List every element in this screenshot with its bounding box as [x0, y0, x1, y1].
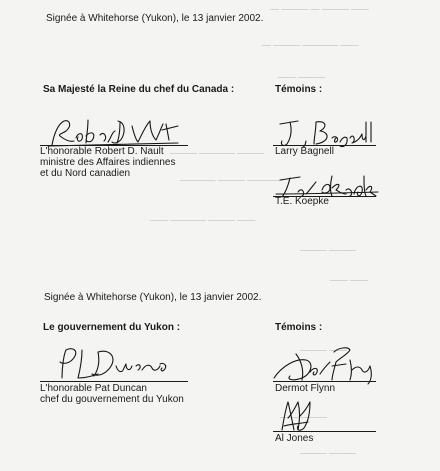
signatory-name: L'honorable Robert D. Nault [40, 146, 164, 157]
bleed-through-text: ——— ———— ——— [170, 148, 264, 159]
signing-place-date: Signée à Whitehorse (Yukon), le 13 janvier 2002. [44, 292, 262, 303]
signatory-name: L'honorable Pat Duncan [40, 383, 147, 394]
signature-line-witness2 [273, 431, 376, 432]
bleed-through-text: —— ———— ——— —— [150, 215, 256, 226]
signature-line-witness1 [273, 381, 376, 382]
witnesses-heading: Témoins : [275, 84, 323, 95]
bleed-through-text: — ——— — ——— —— [270, 4, 369, 15]
witness1-name: Larry Bagnell [275, 146, 334, 157]
bleed-through-text: — ——— ———— —— [262, 40, 359, 51]
signature-pat-duncan [42, 342, 182, 382]
witness2-name: T.E. Koepke [275, 196, 329, 207]
party-heading-canada: Sa Majesté la Reine du chef du Canada : [43, 84, 235, 95]
party-heading-yukon: Le gouvernement du Yukon : [43, 322, 181, 333]
bleed-through-text: —— ——— [278, 72, 325, 83]
bleed-through-text: ——— ——— [300, 245, 356, 256]
bleed-through-text: ——— ——— [300, 448, 356, 459]
witness2-name: Al Jones [275, 433, 314, 444]
signatory-title-line2: et du Nord canadien [40, 168, 131, 179]
signing-place-date: Signée à Whitehorse (Yukon), le 13 janvier 2002. [46, 13, 264, 24]
bleed-through-text: —— ——— [280, 412, 327, 423]
witnesses-heading: Témoins : [275, 322, 323, 333]
signatory-title: chef du gouvernement du Yukon [40, 394, 184, 405]
signatory-title-line1: ministre des Affaires indiennes [40, 157, 176, 168]
signature-line-signatory [40, 381, 188, 382]
bleed-through-text: —— —— [330, 275, 369, 286]
signature-dermot-flynn [266, 340, 386, 384]
witness1-name: Dermot Flynn [275, 383, 336, 394]
bleed-through-text: ——— —— [300, 345, 347, 356]
signature-larry-bagnell [270, 114, 380, 148]
bleed-through-text: ———— ——— ———— [180, 175, 283, 186]
signature-al-jones [270, 396, 320, 436]
